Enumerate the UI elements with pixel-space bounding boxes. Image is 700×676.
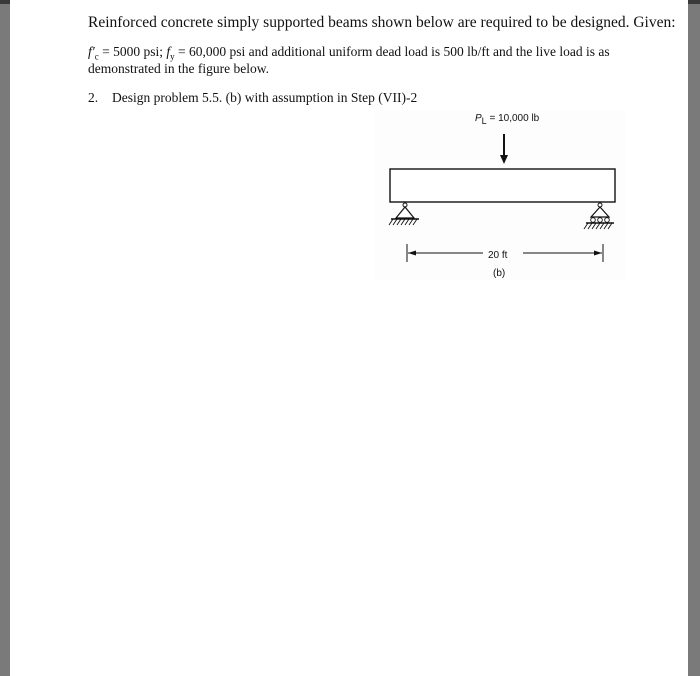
right-roller-support-icon — [584, 203, 614, 229]
fy-value: = 60,000 psi and additional uniform dead load is 500 lb/ft and the live load is as — [174, 44, 610, 59]
intro-text: Reinforced concrete simply supported beams shown below are required to be designed. Given: — [88, 14, 676, 31]
beam — [390, 169, 615, 202]
left-pin-support-icon — [389, 203, 419, 225]
given-values-text — [88, 44, 610, 62]
fy-symbol: f — [166, 44, 171, 59]
fc-value: = 5000 psi; — [98, 44, 163, 59]
item-text: Design problem 5.5. (b) with assumption in Step (VII)-2 — [112, 90, 418, 105]
load-label — [475, 113, 539, 126]
fc-symbol: f′ — [88, 44, 95, 59]
load-subscript: L — [481, 116, 487, 126]
load-arrow-icon — [500, 134, 508, 164]
problem-item — [88, 90, 417, 106]
continuation-text: demonstrated in the figure below. — [88, 61, 269, 76]
load-symbol: P — [475, 113, 482, 124]
span-label: 20 ft — [488, 250, 508, 261]
load-value: = 10,000 lb — [486, 113, 540, 124]
beam-figure — [375, 110, 625, 280]
fc-subscript: c — [94, 51, 99, 62]
figure-caption: (b) — [493, 268, 506, 279]
item-number: 2. — [88, 90, 99, 105]
fy-subscript: y — [170, 51, 175, 62]
document-page — [10, 0, 688, 676]
